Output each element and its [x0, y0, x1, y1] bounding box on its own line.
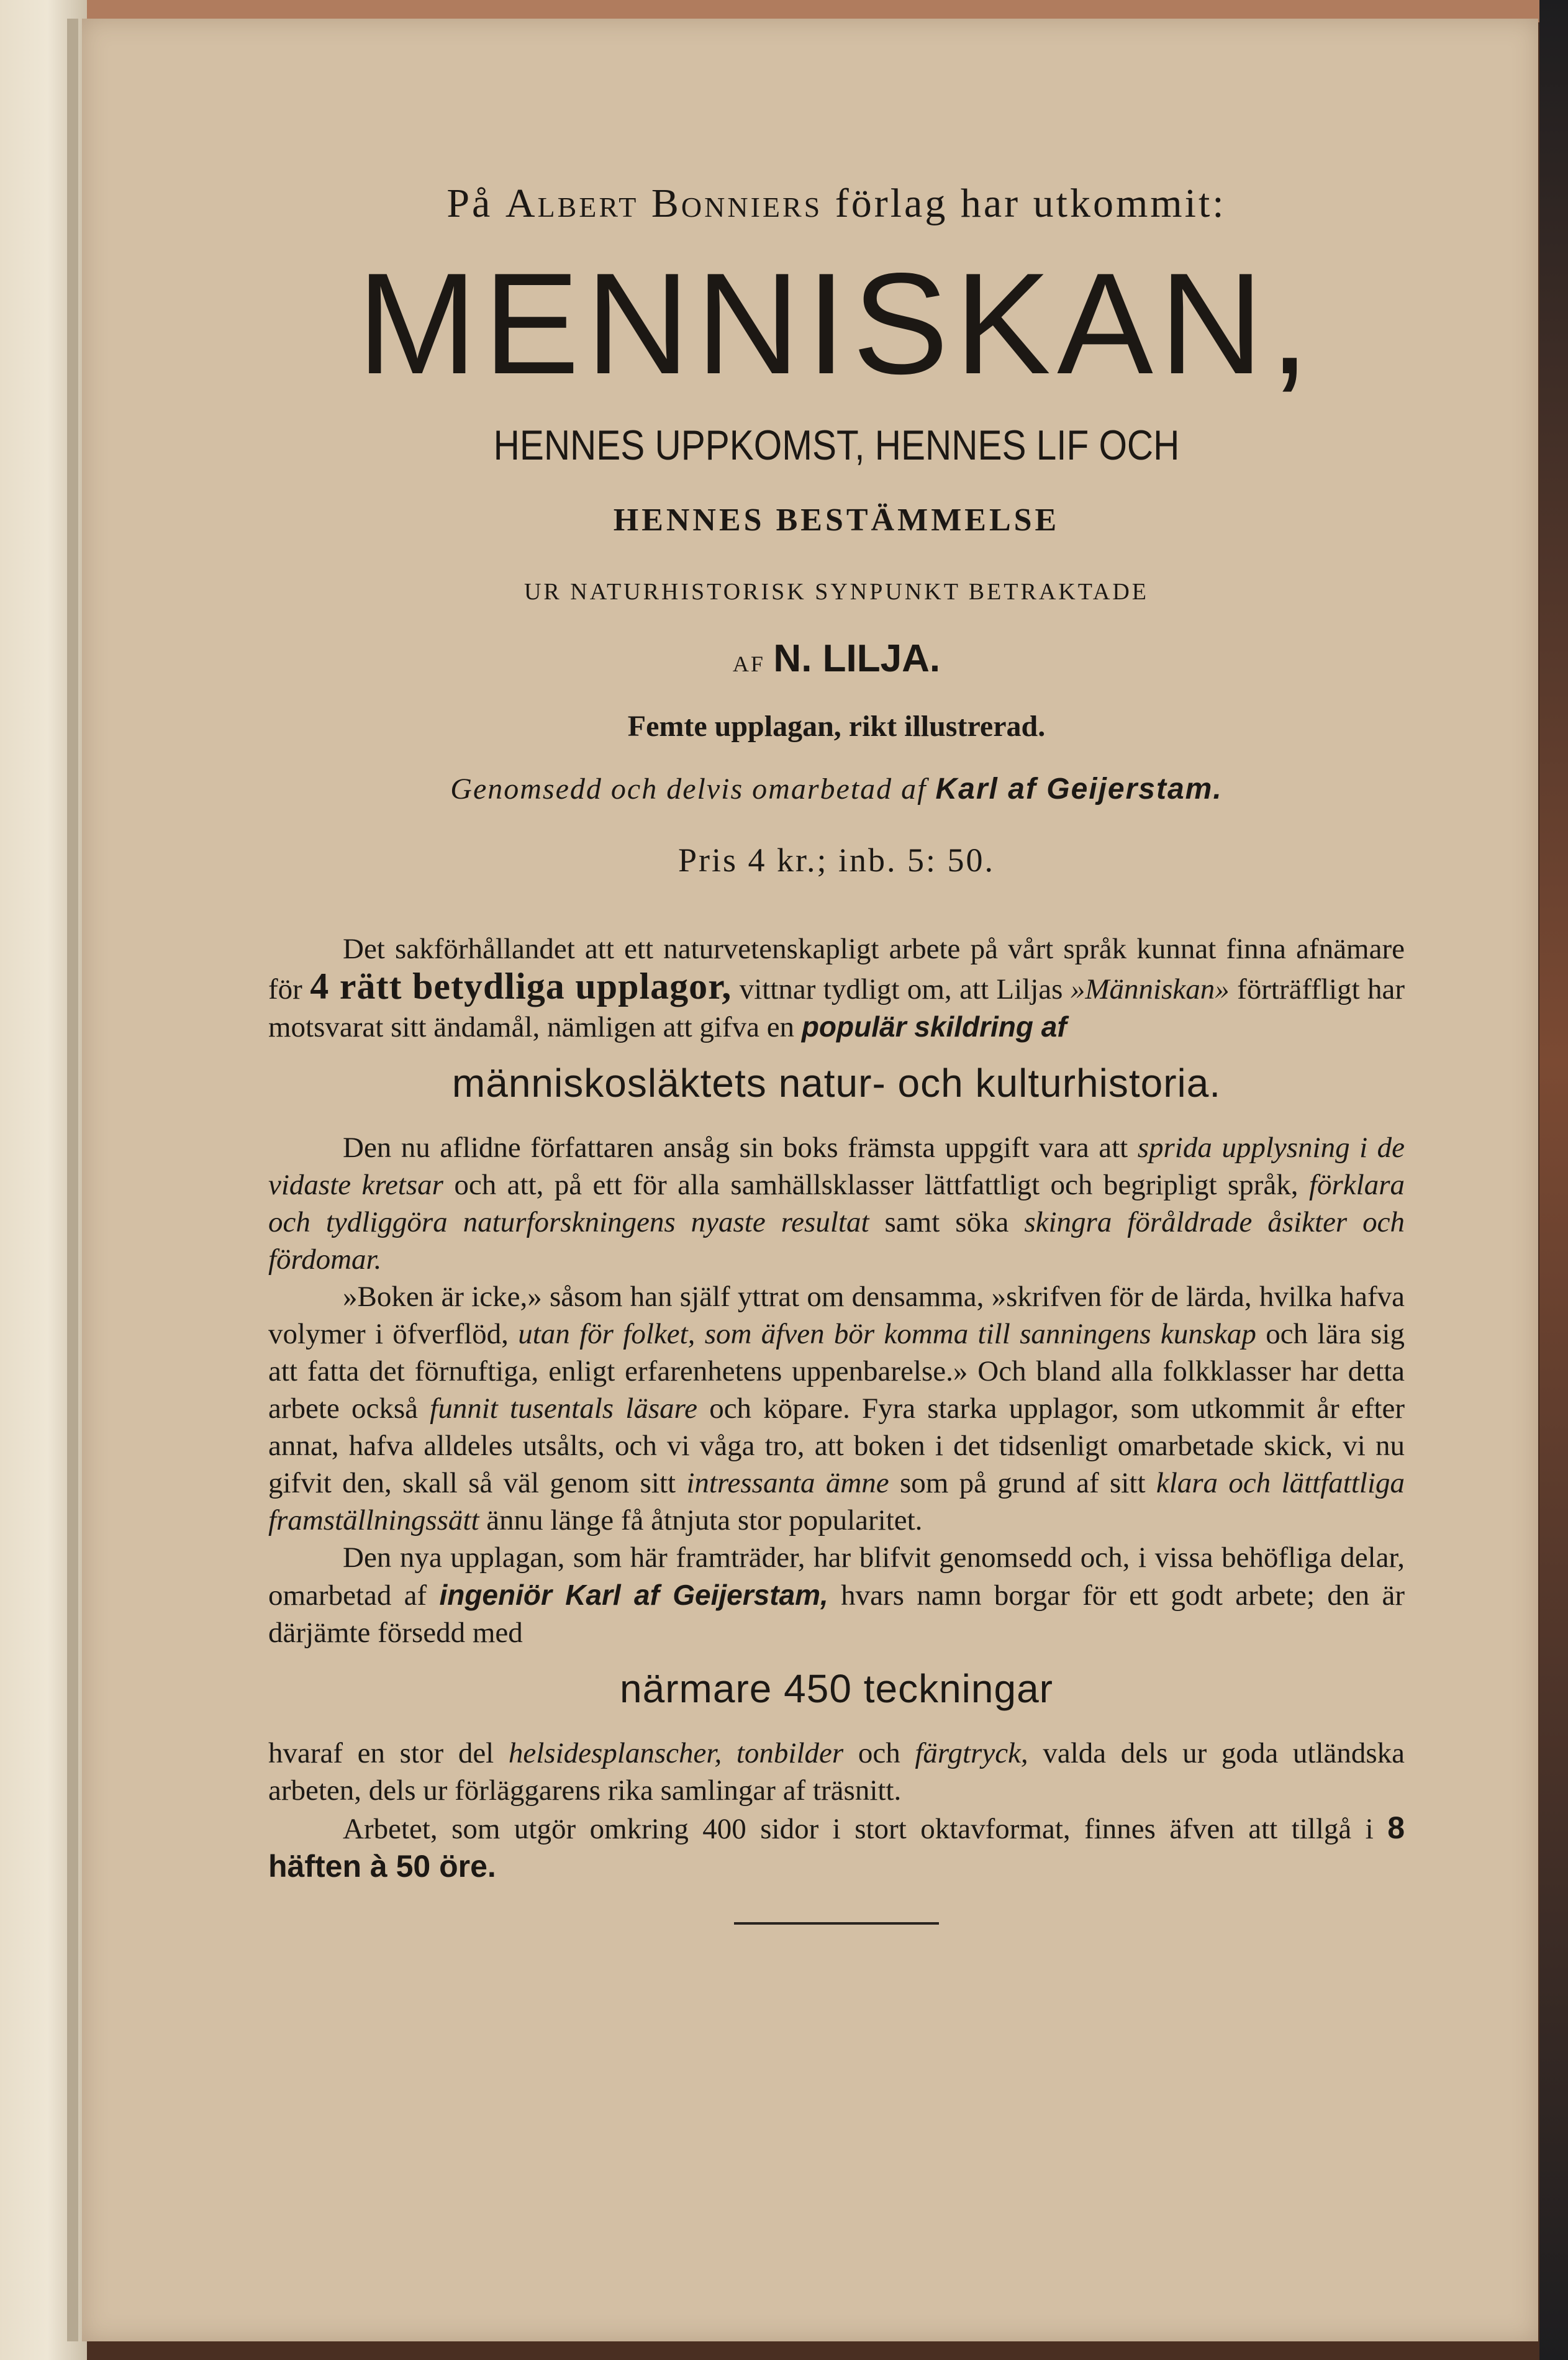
author-line: [268, 637, 1405, 681]
paragraph-6: Arbetet, som utgör omkring 400 sidor i stort oktavformat, finnes äfven att tillgå i 8 häften à 50 öre.: [268, 1810, 1405, 1884]
publisher-suffix: förlag har utkommit:: [835, 181, 1226, 226]
author-prefix: AF: [732, 651, 765, 676]
reviser-line: [268, 772, 1405, 806]
subtitle-line-3: UR NATURHISTORISK SYNPUNKT BETRAKTADE: [523, 579, 1149, 605]
paragraph-4: Den nya upplagan, som här framträder, har blifvit genomsedd och, i vissa behöfliga delar, omarbetad af ingeniör Karl af Geijerstam, hvars namn borgar för ett godt arbete; den är därjämte försedd med: [268, 1541, 1405, 1649]
book-cover-right: [1539, 0, 1568, 2360]
subtitle-line-1: HENNES UPPKOMST, HENNES LIF OCH: [493, 422, 1180, 469]
publisher-name: Albert Bonniers: [505, 181, 823, 226]
page-stack-edge: [67, 19, 78, 2341]
edition-note: Femte upplagan, rikt illustrerad.: [627, 710, 1046, 743]
paragraph-1: Det sakförhållandet att ett naturvetenskapligt arbete på vårt språk kunnat finna afnämare för 4 rätt betydliga upplagor, vittnar tydligt om, att Liljas »Människan» förträffligt har motsvarat sitt ändamål, nämligen att gifva en populär skildring af: [268, 933, 1405, 1043]
reviser-prefix: Genomsedd och delvis omarbetad af: [450, 773, 927, 806]
reviser-name: Karl af Geijerstam.: [935, 773, 1223, 806]
author-name: N. LILJA.: [773, 637, 941, 680]
paragraph-2: Den nu aflidne författaren ansåg sin boks främsta uppgift vara att sprida upplysning i de vidaste kretsar och att, på ett för alla samhällsklasser lättfattligt och begripligt språk, förklara och tydliggöra naturforskningens nyaste resultat samt söka skingra föråldrade åsikter och fördomar.: [268, 1132, 1405, 1276]
subtitle-line-2: HENNES BESTÄMMELSE: [613, 502, 1060, 538]
heading-cultural-history: människosläktets natur- och kulturhistoria.: [451, 1061, 1221, 1105]
body-text: [268, 930, 1405, 1886]
paragraph-5: hvaraf en stor del helsidesplanscher, tonbilder och färgtryck, valda dels ur goda utländska arbeten, dels ur förläggarens rika samlingar af träsnitt.: [268, 1737, 1405, 1807]
paragraph-3: »Boken är icke,» såsom han själf yttrat om densamma, »skrifven för de lärda, hvilka hafva volymer i öfverflöd, utan för folket, som äfven bör komma till sanningens kunskap och lära sig att fatta det förnuftiga, enligt erfarenhetens uppenbarelse.» Och bland alla folkklasser har detta arbete också funnit tusentals läsare och köpare. Fyra starka upplagor, som utkommit år efter annat, hafva alldeles utsålts, och vi våga tro, att boken i det tidsenligt omarbetade skick, vi nu gifvit den, skall så väl genom sitt intressanta ämne som på grund af sitt klara och lättfattliga framställningssätt ännu länge få åtnjuta stor popularitet.: [268, 1281, 1405, 1536]
publisher-prefix: På: [446, 181, 493, 226]
book-page: [82, 19, 1538, 2341]
book-title: MENNISKAN,: [357, 243, 1316, 404]
advertisement: [268, 180, 1405, 1925]
heading-illustrations: närmare 450 teckningar: [620, 1666, 1053, 1711]
publisher-line: [268, 180, 1405, 227]
price-line: Pris 4 kr.; inb. 5: 50.: [678, 842, 995, 879]
closing-rule: [734, 1922, 939, 1925]
